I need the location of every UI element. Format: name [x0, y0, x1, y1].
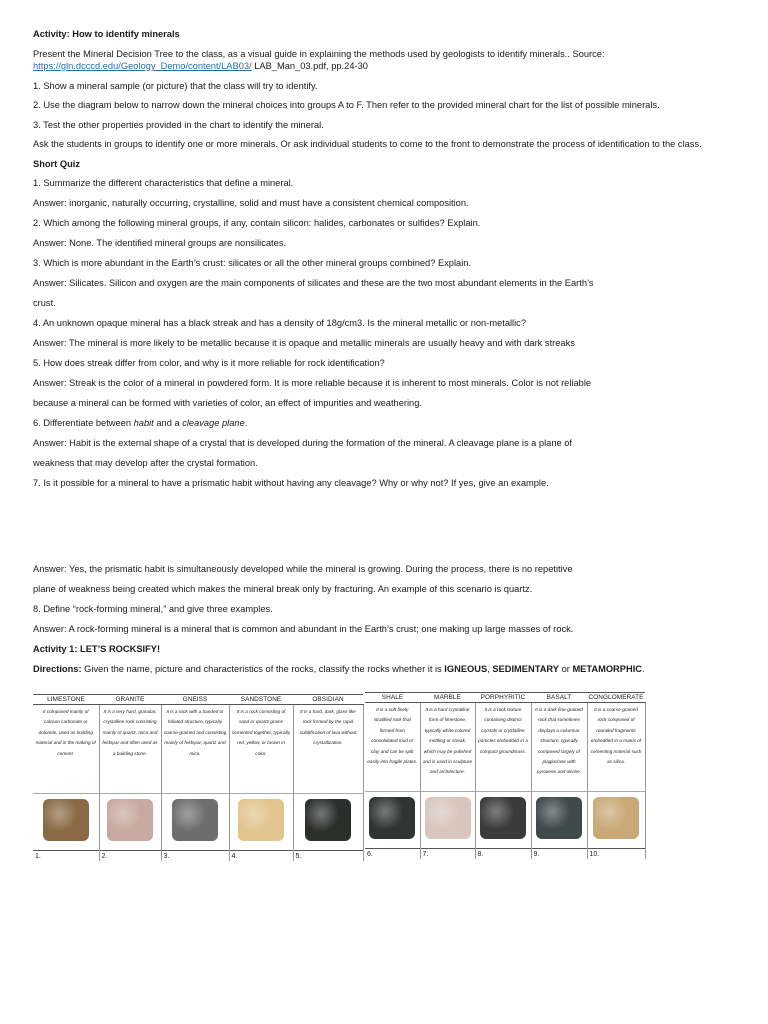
step-3: 3. Test the other properties provided in the chart to identify the mineral. — [33, 119, 324, 130]
quiz-line: Answer: The mineral is more likely to be metallic because it is opaque and metallic minerals are usually heavy and with dark streaks — [33, 338, 575, 348]
rock-name-header: GRANITE — [99, 695, 161, 705]
rock-name-header: PORPHYRITIC — [475, 693, 531, 703]
rock-number: 10. — [587, 849, 645, 860]
quiz-line: 1. Summarize the different characteristics that define a mineral. — [33, 178, 294, 188]
rock-description: It is a very hard, granular, crystalline rock consisting mainly of quartz, mica and feldspar and often used as a building stone. — [99, 705, 161, 794]
rock-picture-cell — [293, 794, 363, 851]
rock-photo — [369, 797, 415, 839]
q6-term-cleavage: cleavage plane — [182, 418, 245, 428]
activity1-heading: Activity 1: LET’S ROCKSIFY! — [33, 644, 161, 654]
rock-picture-cell — [587, 792, 645, 849]
rock-name-header: OBSIDIAN — [293, 695, 363, 705]
rock-photo — [593, 797, 639, 839]
quiz-line: Answer: A rock-forming mineral is a mineral that is common and abundant in the Earth’s crust; one making up large masses of rock. — [33, 624, 574, 634]
directions-comma: , — [487, 663, 493, 674]
quiz-line: 3. Which is more abundant in the Earth’s crust: silicates or all the other mineral groups combined? Explain. — [33, 258, 472, 268]
rock-description: It composed mainly of calcium carbonate or dolomite, used as building material and in the making of cement. — [33, 705, 99, 794]
rock-number: 6. — [365, 849, 420, 860]
quiz-heading: Short Quiz — [33, 158, 80, 169]
rock-number: 4. — [229, 851, 293, 862]
document-body — [33, 28, 733, 682]
rock-description: It is a rock texture containing distinct crystals or crystalline particles embedded in a compact groundmass. — [475, 703, 531, 792]
directions-igneous: IGNEOUS — [444, 663, 488, 674]
quiz-line: Answer: inorganic, naturally occurring, crystalline, solid and must have a consistent chemical composition. — [33, 198, 469, 208]
q6-term-habit: habit — [133, 418, 154, 428]
step-1: 1. Show a mineral sample (or picture) that the class will try to identify. — [33, 80, 318, 91]
rock-description: It is a rock with a banded or foliated structure, typically coarse-grained and consisting mainly of feldspar, quartz and mica. — [161, 705, 229, 794]
rock-photo — [107, 799, 153, 841]
rock-number: 1. — [33, 851, 99, 862]
blank-space — [33, 497, 733, 563]
rock-picture-cell — [229, 794, 293, 851]
rock-table-right — [365, 692, 646, 859]
quiz-line: Answer: Habit is the external shape of a crystal that is developed during the formation of the mineral. A cleavage plane is a plane of — [33, 438, 573, 448]
intro-text: Present the Mineral Decision Tree to the class, as a visual guide in explaining the methods used by geologists to identify minerals.. Source: — [33, 48, 605, 59]
directions — [33, 663, 733, 676]
rock-description: It is a rock consisting of sand or quartz grains cemented together, typically red, yellow, or brown in color. — [229, 705, 293, 794]
rock-number: 2. — [99, 851, 161, 862]
rock-picture-cell — [33, 794, 99, 851]
activity-heading: Activity: How to identify minerals — [33, 29, 180, 39]
question-6 — [33, 417, 733, 430]
quiz-line: Answer: Silicates. Silicon and oxygen are the main components of silicates and these are the two most abundant elements in the Earth’s — [33, 278, 594, 288]
directions-end: . — [642, 663, 645, 674]
rock-photo — [305, 799, 351, 841]
rock-photo — [43, 799, 89, 841]
source-link[interactable]: https://gln.dcccd.edu/Geology_Demo/content/LAB03/ — [33, 61, 252, 71]
rock-picture-cell — [531, 792, 587, 849]
directions-text: Given the name, picture and characteristics of the rocks, classify the rocks whether it is — [81, 663, 445, 674]
rock-number: 5. — [293, 851, 363, 862]
rock-photo — [172, 799, 218, 841]
rock-name-header: CONGLOMERATE — [588, 694, 644, 701]
rock-name-header: GNEISS — [161, 695, 229, 705]
q6-suffix: . — [244, 418, 248, 428]
quiz-line: 5. How does streak differ from color, and why is it more reliable for rock identification? — [33, 358, 385, 368]
quiz-line: crust. — [33, 298, 56, 308]
directions-metamorphic: METAMORPHIC — [572, 663, 642, 674]
rock-description: It is a hard crystalline form of limestone, typically white colored mottling or streak, which may be polished and is used in sculpture and architecture. — [420, 703, 475, 792]
rock-description: It is a coarse-grained rock composed of rounded fragments embedded in a matrix of cementing material such as silica. — [587, 703, 645, 792]
rock-description: It is a soft finely stratified rock that formed from consolidated mud or clay and can be split easily into fragile plates. — [365, 703, 420, 792]
rock-number: 7. — [420, 849, 475, 860]
rock-picture-cell — [161, 794, 229, 851]
rock-photo — [480, 797, 526, 839]
quiz-line: 2. Which among the following mineral groups, if any, contain silicon: halides, carbonates or sulfides? Explain. — [33, 218, 481, 228]
intro-after-link: LAB_Man_03.pdf, pp.24-30 — [251, 61, 368, 71]
directions-or: or — [559, 663, 573, 674]
group-note: Ask the students in groups to identify one or more minerals. Or ask individual students to come to the front to demonstrate the process of identification to the class. — [33, 139, 702, 149]
quiz-line: Answer: Streak is the color of a mineral in powdered form. It is more reliable because it is inherent to most minerals. Color is not reliable — [33, 378, 592, 388]
step-2: 2. Use the diagram below to narrow down the mineral choices into groups A to F. Then refer to the provided mineral chart for the list of possible minerals. — [33, 100, 660, 110]
rock-photo — [536, 797, 582, 839]
rock-picture-cell — [99, 794, 161, 851]
quiz-line: 8. Define “rock-forming mineral,” and give three examples. — [33, 604, 273, 614]
rock-description: It is a dark fine-grained rock that sometimes displays a columnar structure, typically composed largely of plagioclase with pyroxene and olivine. — [531, 703, 587, 792]
quiz-line: 4. An unknown opaque mineral has a black streak and has a density of 18g/cm3. Is the mineral metallic or non-metallic? — [33, 318, 527, 328]
quiz-line: 7. Is it possible for a mineral to have a prismatic habit without having any cleavage? Why or why not? If yes, give an example. — [33, 478, 549, 488]
q6-prefix: 6. Differentiate between — [33, 418, 134, 428]
rock-number: 3. — [161, 851, 229, 862]
rock-photo — [238, 799, 284, 841]
rock-number: 9. — [531, 849, 587, 860]
quiz-line: because a mineral can be formed with varieties of color, an effect of impurities and weathering. — [33, 398, 422, 408]
rock-name-header: LIMESTONE — [33, 695, 99, 705]
rock-description: It is a hard, dark, glass-like rock formed by the rapid solidification of lava without crystallization. — [293, 705, 363, 794]
rock-name-header: SANDSTONE — [229, 695, 293, 705]
intro-paragraph — [33, 48, 733, 73]
rock-number: 8. — [475, 849, 531, 860]
rock-photo — [425, 797, 471, 839]
rock-picture-cell — [475, 792, 531, 849]
q6-mid: and a — [153, 418, 183, 428]
quiz-line: plane of weakness being created which makes the mineral break only by fracturing. An example of this scenario is quartz. — [33, 584, 533, 594]
rock-name-header: BASALT — [531, 693, 587, 703]
quiz-line: Answer: None. The identified mineral groups are nonsilicates. — [33, 238, 287, 248]
quiz-line: Answer: Yes, the prismatic habit is simultaneously developed while the mineral is growing. During the process, there is no repetitive — [33, 564, 573, 574]
directions-sedimentary: SEDIMENTARY — [492, 663, 559, 674]
rock-picture-cell — [420, 792, 475, 849]
rock-name-header: SHALE — [365, 693, 420, 703]
rock-table-left — [33, 694, 364, 861]
rock-name-header: MARBLE — [420, 693, 475, 703]
quiz-line: weakness that may develop after the crystal formation. — [33, 458, 258, 468]
directions-label: Directions: — [33, 663, 82, 674]
rock-picture-cell — [365, 792, 420, 849]
